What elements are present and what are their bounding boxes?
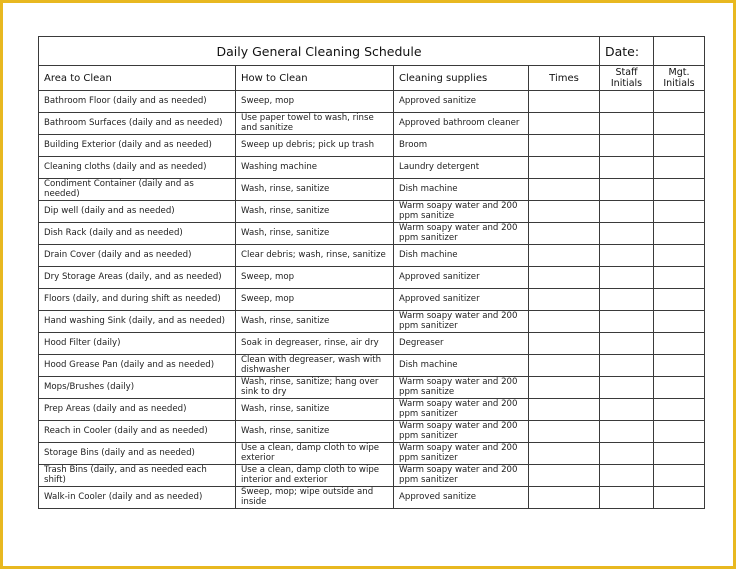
supplies-cell: Warm soapy water and 200 ppm sanitizer xyxy=(394,465,529,487)
date-field[interactable] xyxy=(654,37,705,66)
mgt-initials-cell[interactable] xyxy=(654,399,705,421)
column-header-staff-initials: Staff Initials xyxy=(600,66,654,91)
table-row xyxy=(39,421,705,443)
how-cell: Use paper towel to wash, rinse and sanitize xyxy=(236,113,394,135)
mgt-initials-cell[interactable] xyxy=(654,355,705,377)
table-row xyxy=(39,201,705,223)
times-cell[interactable] xyxy=(529,157,600,179)
area-cell: Cleaning cloths (daily and as needed) xyxy=(39,157,236,179)
how-cell: Clear debris; wash, rinse, sanitize xyxy=(236,245,394,267)
table-row xyxy=(39,399,705,421)
staff-initials-cell[interactable] xyxy=(600,267,654,289)
mgt-initials-cell[interactable] xyxy=(654,443,705,465)
times-cell[interactable] xyxy=(529,289,600,311)
times-cell[interactable] xyxy=(529,311,600,333)
how-cell: Wash, rinse, sanitize xyxy=(236,421,394,443)
how-cell: Wash, rinse, sanitize xyxy=(236,201,394,223)
staff-initials-cell[interactable] xyxy=(600,333,654,355)
table-row xyxy=(39,443,705,465)
table-row xyxy=(39,333,705,355)
times-cell[interactable] xyxy=(529,223,600,245)
times-cell[interactable] xyxy=(529,443,600,465)
staff-initials-cell[interactable] xyxy=(600,201,654,223)
times-cell[interactable] xyxy=(529,179,600,201)
staff-initials-cell[interactable] xyxy=(600,113,654,135)
mgt-initials-cell[interactable] xyxy=(654,179,705,201)
mgt-initials-cell[interactable] xyxy=(654,201,705,223)
supplies-cell: Approved sanitize xyxy=(394,91,529,113)
staff-initials-cell[interactable] xyxy=(600,421,654,443)
area-cell: Floors (daily, and during shift as needed) xyxy=(39,289,236,311)
area-cell: Dip well (daily and as needed) xyxy=(39,201,236,223)
staff-initials-cell[interactable] xyxy=(600,443,654,465)
times-cell[interactable] xyxy=(529,399,600,421)
how-cell: Sweep, mop; wipe outside and inside xyxy=(236,487,394,509)
how-cell: Soak in degreaser, rinse, air dry xyxy=(236,333,394,355)
staff-initials-cell[interactable] xyxy=(600,223,654,245)
how-cell: Wash, rinse, sanitize xyxy=(236,223,394,245)
table-row xyxy=(39,377,705,399)
area-cell: Walk-in Cooler (daily and as needed) xyxy=(39,487,236,509)
mgt-initials-cell[interactable] xyxy=(654,465,705,487)
cleaning-schedule-table xyxy=(38,36,705,509)
staff-initials-cell[interactable] xyxy=(600,135,654,157)
table-row xyxy=(39,113,705,135)
table-row xyxy=(39,135,705,157)
times-cell[interactable] xyxy=(529,333,600,355)
table-row xyxy=(39,267,705,289)
mgt-initials-cell[interactable] xyxy=(654,487,705,509)
area-cell: Dish Rack (daily and as needed) xyxy=(39,223,236,245)
staff-initials-cell[interactable] xyxy=(600,179,654,201)
supplies-cell: Approved bathroom cleaner xyxy=(394,113,529,135)
table-row xyxy=(39,465,705,487)
area-cell: Hood Grease Pan (daily and as needed) xyxy=(39,355,236,377)
area-cell: Drain Cover (daily and as needed) xyxy=(39,245,236,267)
mgt-initials-cell[interactable] xyxy=(654,333,705,355)
supplies-cell: Approved sanitize xyxy=(394,487,529,509)
staff-initials-cell[interactable] xyxy=(600,245,654,267)
area-cell: Storage Bins (daily and as needed) xyxy=(39,443,236,465)
staff-initials-cell[interactable] xyxy=(600,289,654,311)
how-cell: Wash, rinse, sanitize xyxy=(236,399,394,421)
area-cell: Hood Filter (daily) xyxy=(39,333,236,355)
mgt-initials-cell[interactable] xyxy=(654,91,705,113)
times-cell[interactable] xyxy=(529,135,600,157)
staff-initials-cell[interactable] xyxy=(600,465,654,487)
times-cell[interactable] xyxy=(529,421,600,443)
supplies-cell: Warm soapy water and 200 ppm sanitizer xyxy=(394,421,529,443)
mgt-initials-cell[interactable] xyxy=(654,245,705,267)
area-cell: Condiment Container (daily and as needed) xyxy=(39,179,236,201)
supplies-cell: Warm soapy water and 200 ppm sanitize xyxy=(394,201,529,223)
supplies-cell: Broom xyxy=(394,135,529,157)
how-cell: Wash, rinse, sanitize xyxy=(236,311,394,333)
supplies-cell: Dish machine xyxy=(394,245,529,267)
area-cell: Hand washing Sink (daily, and as needed) xyxy=(39,311,236,333)
mgt-initials-cell[interactable] xyxy=(654,377,705,399)
supplies-cell: Warm soapy water and 200 ppm sanitizer xyxy=(394,399,529,421)
area-cell: Prep Areas (daily and as needed) xyxy=(39,399,236,421)
times-cell[interactable] xyxy=(529,245,600,267)
how-cell: Sweep, mop xyxy=(236,289,394,311)
table-row xyxy=(39,355,705,377)
column-header-area: Area to Clean xyxy=(39,66,236,91)
table-row xyxy=(39,179,705,201)
schedule-rows xyxy=(39,91,705,509)
how-cell: Use a clean, damp cloth to wipe exterior xyxy=(236,443,394,465)
times-cell[interactable] xyxy=(529,91,600,113)
supplies-cell: Warm soapy water and 200 ppm sanitize xyxy=(394,377,529,399)
mgt-initials-cell[interactable] xyxy=(654,223,705,245)
times-cell[interactable] xyxy=(529,201,600,223)
schedule-title: Daily General Cleaning Schedule xyxy=(39,37,600,66)
supplies-cell: Approved sanitizer xyxy=(394,267,529,289)
staff-initials-cell[interactable] xyxy=(600,355,654,377)
how-cell: Wash, rinse, sanitize xyxy=(236,179,394,201)
times-cell[interactable] xyxy=(529,113,600,135)
supplies-cell: Warm soapy water and 200 ppm sanitizer xyxy=(394,223,529,245)
times-cell[interactable] xyxy=(529,377,600,399)
supplies-cell: Dish machine xyxy=(394,179,529,201)
area-cell: Trash Bins (daily, and as needed each shift) xyxy=(39,465,236,487)
staff-initials-cell[interactable] xyxy=(600,487,654,509)
times-cell[interactable] xyxy=(529,465,600,487)
how-cell: Clean with degreaser, wash with dishwasher xyxy=(236,355,394,377)
mgt-initials-cell[interactable] xyxy=(654,421,705,443)
supplies-cell: Dish machine xyxy=(394,355,529,377)
table-row xyxy=(39,289,705,311)
area-cell: Bathroom Floor (daily and as needed) xyxy=(39,91,236,113)
how-cell: Sweep up debris; pick up trash xyxy=(236,135,394,157)
table-row xyxy=(39,157,705,179)
supplies-cell: Warm soapy water and 200 ppm sanitizer xyxy=(394,443,529,465)
mgt-initials-cell[interactable] xyxy=(654,157,705,179)
staff-initials-cell[interactable] xyxy=(600,91,654,113)
area-cell: Bathroom Surfaces (daily and as needed) xyxy=(39,113,236,135)
column-header-times: Times xyxy=(529,66,600,91)
area-cell: Mops/Brushes (daily) xyxy=(39,377,236,399)
column-header-how: How to Clean xyxy=(236,66,394,91)
column-header-row xyxy=(39,66,705,91)
supplies-cell: Approved sanitizer xyxy=(394,289,529,311)
mgt-initials-cell[interactable] xyxy=(654,311,705,333)
area-cell: Building Exterior (daily and as needed) xyxy=(39,135,236,157)
times-cell[interactable] xyxy=(529,487,600,509)
table-row xyxy=(39,223,705,245)
times-cell[interactable] xyxy=(529,355,600,377)
supplies-cell: Laundry detergent xyxy=(394,157,529,179)
mgt-initials-cell[interactable] xyxy=(654,135,705,157)
staff-initials-cell[interactable] xyxy=(600,311,654,333)
mgt-initials-cell[interactable] xyxy=(654,289,705,311)
table-row xyxy=(39,311,705,333)
mgt-initials-cell[interactable] xyxy=(654,113,705,135)
how-cell: Washing machine xyxy=(236,157,394,179)
date-label: Date: xyxy=(600,37,654,66)
times-cell[interactable] xyxy=(529,267,600,289)
area-cell: Dry Storage Areas (daily, and as needed) xyxy=(39,267,236,289)
table-row xyxy=(39,245,705,267)
title-row xyxy=(39,37,705,66)
mgt-initials-cell[interactable] xyxy=(654,267,705,289)
how-cell: Wash, rinse, sanitize; hang over sink to dry xyxy=(236,377,394,399)
staff-initials-cell[interactable] xyxy=(600,399,654,421)
column-header-supplies: Cleaning supplies xyxy=(394,66,529,91)
area-cell: Reach in Cooler (daily and as needed) xyxy=(39,421,236,443)
how-cell: Use a clean, damp cloth to wipe interior and exterior xyxy=(236,465,394,487)
table-row xyxy=(39,487,705,509)
staff-initials-cell[interactable] xyxy=(600,377,654,399)
document-page xyxy=(3,3,733,566)
how-cell: Sweep, mop xyxy=(236,267,394,289)
supplies-cell: Degreaser xyxy=(394,333,529,355)
staff-initials-cell[interactable] xyxy=(600,157,654,179)
how-cell: Sweep, mop xyxy=(236,91,394,113)
table-row xyxy=(39,91,705,113)
column-header-mgt-initials: Mgt. Initials xyxy=(654,66,705,91)
supplies-cell: Warm soapy water and 200 ppm sanitizer xyxy=(394,311,529,333)
